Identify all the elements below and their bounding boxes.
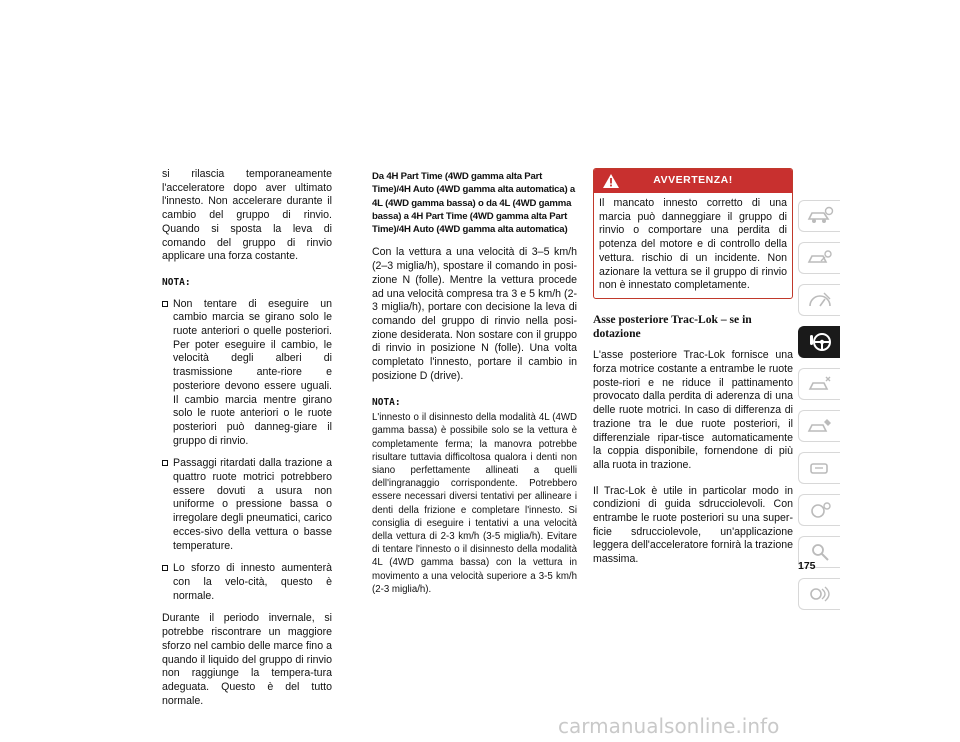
nota-label: NOTA: (372, 396, 401, 408)
search-index-icon (806, 542, 834, 562)
tab-multimedia[interactable] (798, 578, 840, 610)
chapter-tabs (798, 200, 842, 620)
car-maintenance-icon (806, 458, 834, 478)
steering-wheel-icon (806, 331, 834, 353)
tab-car-maintenance[interactable] (798, 452, 840, 484)
outro-paragraph: Durante il periodo invernale, si potrebbe riscontrare un maggiore sforzo nel cambio delle marce fino a quando il liquido del gruppo di rinvio non raggiunge la tempera-tura adeguata. Questo è del tutto normale. (162, 612, 332, 707)
tab-instrument-cluster[interactable] (798, 284, 840, 316)
section-title: Asse posteriore Trac-Lok – se in dotazione (593, 312, 752, 340)
tab-car-info[interactable] (798, 200, 840, 232)
list-item: Non tentare di eseguire un cambio marcia se girano solo le ruote anteriori o quelle posteriori. Per poter eseguire il cambio, le velocità degli alberi di trasmissione ante-riore e posteriore devono essere uguali. Il cambio marcia mentre girano solo le ruote anteriori o le ruote posteriori può danneg-giare il gruppo di rinvio. (162, 298, 332, 449)
checkbox-bullet-icon (162, 301, 168, 307)
specifications-icon (806, 500, 834, 520)
tab-car-keys[interactable] (798, 242, 840, 274)
column-left (162, 168, 332, 720)
checkbox-bullet-icon (162, 460, 168, 466)
multimedia-icon (806, 584, 834, 604)
watermark: carmanualsonline.info (558, 714, 780, 738)
warning-text: Il mancato innesto corretto di una marcia può danneggiare il gruppo di rinvio o comportare una perdita di potenza del motore e di controllo della vettura. rischio di un incidente. Non azionare la vettura se il gruppo di rinvio non è innestato completamente. (599, 197, 787, 292)
instrument-cluster-icon (806, 290, 834, 310)
column-middle (372, 170, 577, 608)
intro-paragraph: si rilascia temporaneamente l'acceleratore dopo aver ultimato l'innesto. Non accelerare durante il cambio del gruppo di rinvio. Quando si sposta la leva di comando del gruppo di rinvio applicare una forza costante. (162, 168, 332, 263)
tab-specifications[interactable] (798, 494, 840, 526)
list-item: Lo sforzo di innesto aumenterà con la velo-cità, questo è normale. (162, 562, 332, 603)
warning-title: AVVERTENZA! (653, 174, 733, 187)
warning-header (594, 169, 792, 193)
car-crash-safety-icon (806, 374, 834, 394)
nota-paragraph: L'innesto o il disinnesto della modalità 4L (4WD gamma bassa) è possibile solo se la vettura è completamente ferma; la manovra potrebbe risultare tuttavia difficoltosa qualora i denti non siano perfettamente allineati a quelli dell'ingranaggio corrispondente. Potrebbero essere necessari diversi tentativi per allineare i denti della frizione e completare l'innesto. Si consiglia di eseguire i tentativi a una velocità della vettura di 2-3 km/h (3-5 miglia/h). Evitare di tentare l'innesto o il disinnesto della modalità 4L (4WD gamma bassa) con la vettura in movimento a una velocità superiore a 3-5 km/h (2-3 miglia/h). (372, 412, 577, 595)
column-right (593, 168, 793, 579)
page-number: 175 (798, 560, 816, 572)
warning-box (593, 168, 793, 299)
shift-procedure-heading: Da 4H Part Time (4WD gamma alta Part Time)/4H Auto (4WD gamma alta automatica) a 4L (4WD gamma bassa) o da 4L (4WD gamma bassa) a 4H Part Time (4WD gamma alta Part Time)/4H Auto (4WD gamma alta automatica) (372, 171, 576, 236)
nota-label: NOTA: (162, 276, 191, 288)
tab-steering-wheel[interactable] (798, 326, 840, 358)
tab-car-service[interactable] (798, 410, 840, 442)
tab-car-crash-safety[interactable] (798, 368, 840, 400)
car-keys-icon (806, 248, 834, 268)
checkbox-bullet-icon (162, 565, 168, 571)
trac-lok-paragraph-1: L'asse posteriore Trac-Lok fornisce una forza motrice costante a entrambe le ruote poste-riori e ne riduce il pattinamento provocato dalla perdita di aderenza di una delle ruote motrici. In caso di differenza di trazione tra le due ruote posteriori, il differenziale ripar-tisce automaticamente la coppia disponibile, fornendone di più alla ruota in trazione. (593, 349, 793, 471)
trac-lok-paragraph-2: Il Trac-Lok è utile in particolar modo in condizioni di guida sdrucciolevoli. Con entrambe le ruote posteriori su una super-ficie sdrucciolevole, un'applicazione leggera dell'acceleratore fornirà la trazione massima. (593, 484, 793, 566)
car-info-icon (806, 206, 834, 226)
nota-bullet-list (162, 298, 332, 604)
shift-procedure-paragraph: Con la vettura a una velocità di 3–5 km/h (2–3 miglia/h), spostare il comando in posi-zione N (folle). Mentre la vettura procede ad una velocità compresa tra 3 e 5 km/h (2-3 miglia/h), portare con decisione la leva di comando del gruppo di rinvio nella posi-zione desiderata. Non sostare con il gruppo di rinvio in posizione N (folle). Una volta completato l'innesto, portare il cambio in posizione D (drive). (372, 246, 577, 382)
list-item: Passaggi ritardati dalla trazione a quattro ruote motrici potrebbero essere dovuti a usura non uniforme o pressione bassa o irregolare degli pneumatici, carico ecces-sivo della vettura o basse temperature. (162, 457, 332, 553)
warning-triangle-icon (602, 173, 620, 189)
car-service-icon (806, 416, 834, 436)
